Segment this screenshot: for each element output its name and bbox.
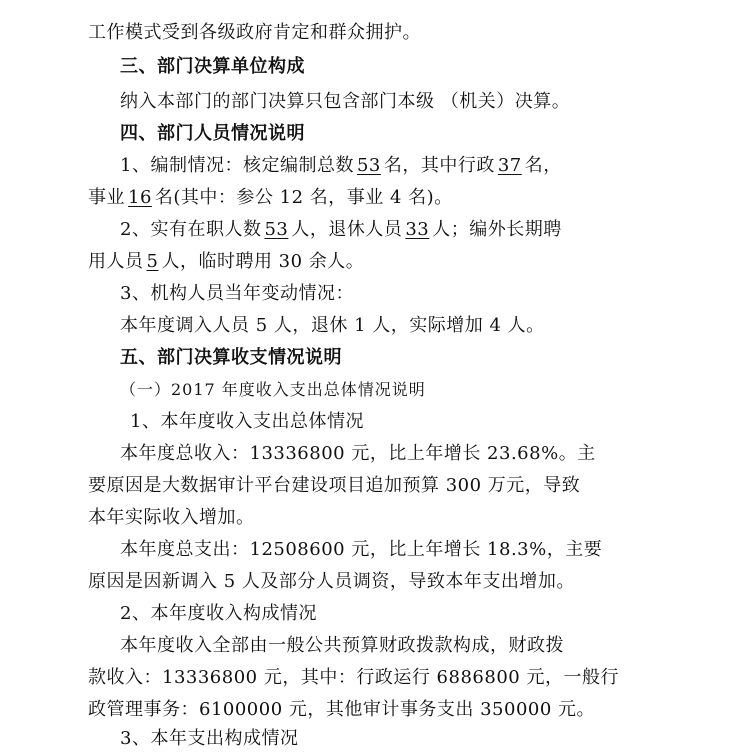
long-term-value: 5 bbox=[146, 251, 159, 272]
on-duty-value: 53 bbox=[264, 219, 289, 240]
item-1-title: 1、本年度收入支出总体情况 bbox=[130, 411, 364, 432]
composition-line-3: 政管理事务：6100000 元，其他审计事务支出 350000 元。 bbox=[88, 699, 596, 720]
expense-line-1: 本年度总支出：12508600 元，比上年增长 18.3%，主要 bbox=[120, 539, 603, 560]
staff-change-title: 3、机构人员当年变动情况： bbox=[120, 283, 354, 304]
item-3-title: 3、本年支出构成情况 bbox=[120, 728, 299, 749]
retired-value: 33 bbox=[405, 219, 430, 240]
actual-staff-line-2 bbox=[88, 245, 688, 279]
staffing-line-2 bbox=[88, 181, 688, 215]
staffing-institution-value: 16 bbox=[128, 187, 152, 208]
income-line-1: 本年度总收入：13336800 元，比上年增长 23.68%。主 bbox=[120, 443, 596, 464]
section-heading-5: 五、部门决算收支情况说明 bbox=[120, 347, 342, 368]
staffing-total-value: 53 bbox=[356, 155, 381, 176]
actual-text: 人；编外长期聘 bbox=[432, 219, 562, 240]
staffing-text: 名， bbox=[524, 155, 562, 176]
subsection-1: （一）2017 年度收入支出总体情况说明 bbox=[120, 380, 426, 399]
income-line-2: 要原因是大数据审计平台建设项目追加预算 300 万元，导致 bbox=[88, 475, 581, 496]
staffing-line-1 bbox=[120, 149, 720, 183]
item-2-title: 2、本年度收入构成情况 bbox=[120, 603, 317, 624]
staffing-text: 1、编制情况：核定编制总数 bbox=[120, 155, 354, 176]
expense-line-2: 原因是因新调入 5 人及部分人员调资，导致本年支出增加。 bbox=[88, 571, 575, 592]
staff-change-body: 本年度调入人员 5 人，退休 1 人，实际增加 4 人。 bbox=[120, 315, 545, 336]
staffing-text: 名(其中：参公 12 名，事业 4 名)。 bbox=[154, 187, 453, 208]
actual-staff-line-1 bbox=[120, 213, 720, 247]
actual-text: 人，退休人员 bbox=[291, 219, 403, 240]
income-line-3: 本年实际收入增加。 bbox=[88, 507, 255, 528]
actual-text: 2、实有在职人数 bbox=[120, 219, 262, 240]
actual-text: 用人员 bbox=[88, 251, 144, 272]
staffing-text: 名，其中行政 bbox=[383, 155, 495, 176]
paragraph-units: 纳入本部门的部门决算只包含部门本级 （机关）决算。 bbox=[120, 91, 571, 112]
composition-line-2: 款收入：13336800 元，其中：行政运行 6886800 元，一般行 bbox=[88, 667, 619, 688]
staffing-text: 事业 bbox=[88, 187, 125, 208]
staffing-admin-value: 37 bbox=[497, 155, 522, 176]
composition-line-1: 本年度收入全部由一般公共预算财政拨款构成，财政拨 bbox=[120, 635, 564, 656]
paragraph-intro-end: 工作模式受到各级政府肯定和群众拥护。 bbox=[88, 22, 421, 43]
section-heading-4: 四、部门人员情况说明 bbox=[120, 123, 305, 144]
actual-text: 人，临时聘用 30 余人。 bbox=[161, 251, 365, 272]
section-heading-3: 三、部门决算单位构成 bbox=[120, 56, 305, 77]
